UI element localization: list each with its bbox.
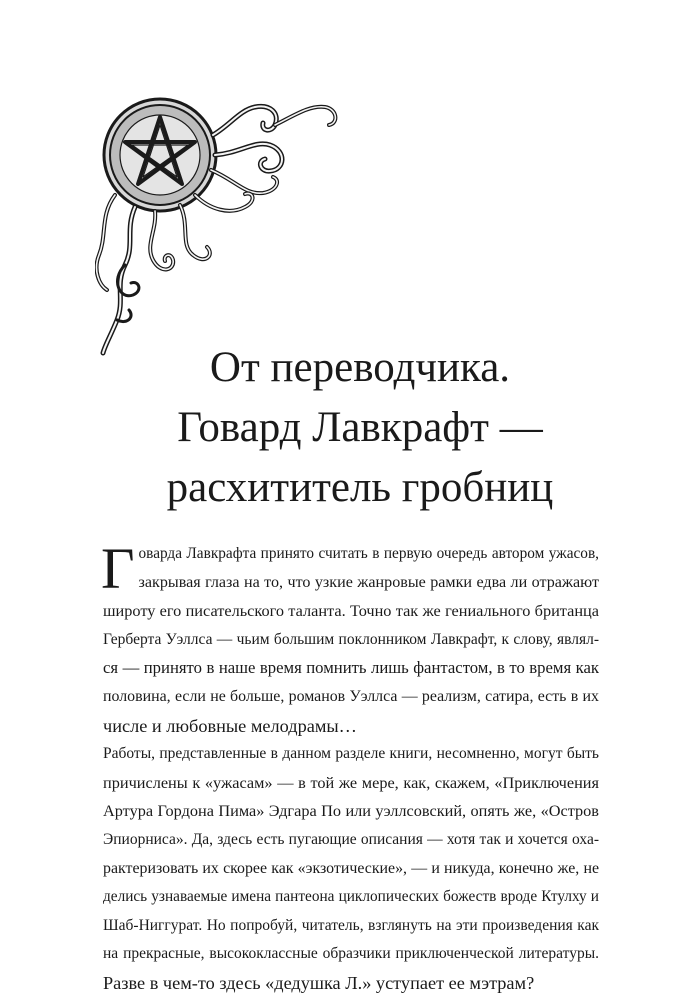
text-line: причислены к «ужасам» — в той же мере, как, скажем, «Приключения: [103, 772, 599, 792]
text-line: Разве в чем-то здесь «дедушка Л.» уступает ее мэтрам?: [103, 972, 535, 993]
text-line: числе и любовные мелодрамы…: [103, 715, 357, 736]
body-text: [101, 536, 599, 998]
drop-cap: Г: [101, 536, 135, 601]
title-line-2: Говард Лавкрафт —: [177, 404, 543, 451]
page-title: [60, 338, 660, 518]
paragraph-1: [101, 536, 599, 740]
text-line: делись узнаваемые имена пантеона циклопических божеств вроде Ктулху и: [103, 888, 599, 906]
text-line: оварда Лавкрафта принято считать в первую очередь автором ужасов,: [138, 545, 599, 562]
title-line-1: От переводчика.: [209, 344, 511, 391]
title-line-3: расхититель гробниц: [166, 464, 554, 511]
pentagram-tentacles-icon: [95, 95, 345, 360]
text-line: половина, если не больше, романов Уэллса — реализм, сатира, есть в их: [103, 687, 599, 705]
text-line: широту его писательского таланта. Точно так же гениального британца: [103, 601, 599, 621]
text-line-content: Работы, представленные в данном разделе книги, несомненно, могут быть: [103, 745, 599, 763]
text-line: Шаб-Ниггурат. Но попробуй, читатель, взглянуть на эти произведения как: [103, 916, 599, 934]
text-line: Герберта Уэллса — чьим большим поклонником Лавкрафт, к слову, являл-: [103, 630, 599, 648]
paragraph-2: [103, 740, 599, 997]
text-line: Артура Гордона Пима» Эдгара По или уэллсовский, опять же, «Остров: [103, 801, 599, 821]
text-line: закрывая глаза на то, что узкие жанровые рамки едва ли отражают: [138, 573, 599, 591]
text-line: ся — принято в наше время помнить лишь фантастом, в то время как: [103, 658, 599, 678]
text-line: на прекрасные, высококлассные образчики приключенческой литературы.: [103, 945, 599, 963]
text-line: [103, 740, 599, 769]
text-line: Эпиорниса». Да, здесь есть пугающие описания — хотя так и хочется оха-: [103, 830, 599, 848]
text-line: рактеризовать их скорее как «экзотические», — и никуда, конечно же, не: [103, 859, 599, 877]
